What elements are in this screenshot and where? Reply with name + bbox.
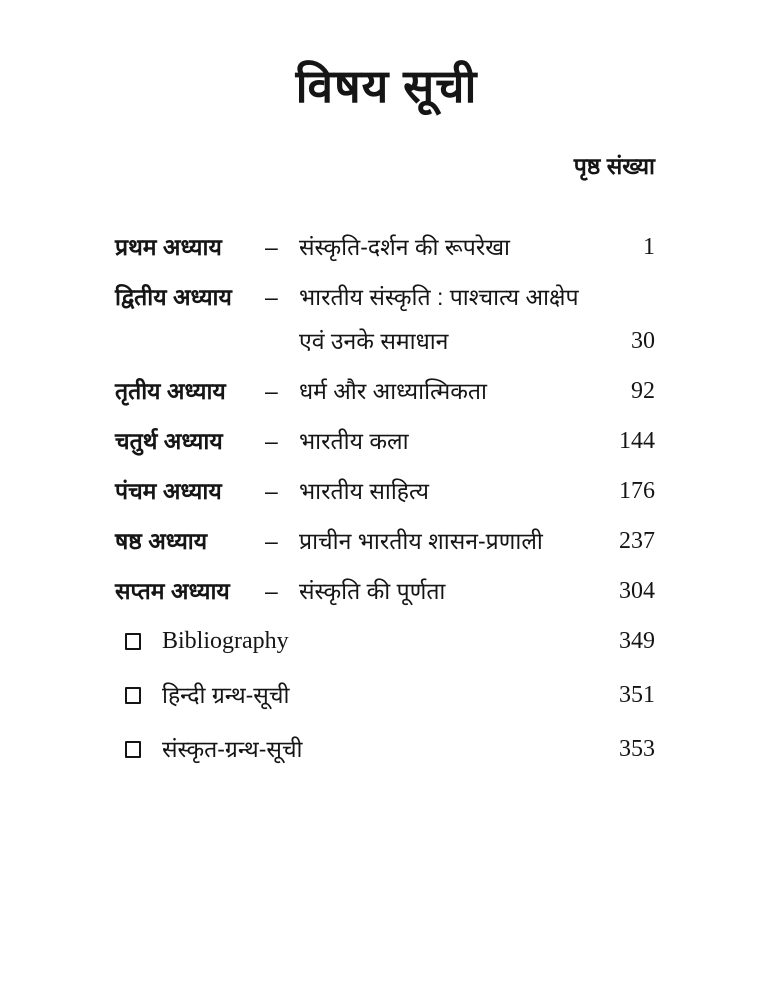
chapter-label: तृतीय अध्याय — [115, 378, 226, 404]
page-number: 237 — [619, 528, 655, 554]
chapter-title: धर्म और आध्यात्मिकता — [299, 378, 487, 404]
chapter-label: पंचम अध्याय — [115, 478, 222, 504]
toc-row-chapter-6 — [115, 527, 655, 556]
chapter-title: संस्कृति की पूर्णता — [299, 578, 446, 604]
separator-dash: – — [265, 378, 278, 404]
content-area — [115, 152, 655, 764]
square-bullet-icon — [125, 687, 141, 704]
chapter-label: षष्ठ अध्याय — [115, 528, 208, 554]
page-number: 176 — [619, 478, 655, 504]
chapter-label: द्वितीय अध्याय — [115, 284, 232, 310]
appendix-label: Bibliography — [162, 628, 289, 654]
square-bullet-icon — [125, 633, 141, 650]
page-number: 304 — [619, 578, 655, 604]
chapter-title: भारतीय कला — [299, 428, 409, 454]
separator-dash: – — [265, 428, 278, 454]
toc-row-chapter-7 — [115, 577, 655, 606]
toc-row-chapter-5 — [115, 477, 655, 506]
chapter-title: प्राचीन भारतीय शासन-प्रणाली — [299, 528, 543, 554]
chapter-label: प्रथम अध्याय — [115, 234, 222, 260]
separator-dash: – — [265, 234, 278, 260]
page-number: 349 — [619, 628, 655, 654]
page-number: 1 — [643, 234, 655, 260]
toc-row-bibliography — [115, 627, 655, 656]
chapter-title-line-2: एवं उनके समाधान — [299, 328, 449, 354]
toc-list — [115, 233, 655, 764]
square-bullet-icon — [125, 741, 141, 758]
page-number: 30 — [631, 328, 655, 354]
chapter-label: चतुर्थ अध्याय — [115, 428, 223, 454]
chapter-label: सप्तम अध्याय — [115, 578, 230, 604]
page-number: 353 — [619, 736, 655, 762]
chapter-title: संस्कृति-दर्शन की रूपरेखा — [299, 234, 511, 260]
chapter-title: भारतीय साहित्य — [299, 478, 430, 504]
separator-dash: – — [265, 578, 278, 604]
toc-row-chapter-1 — [115, 233, 655, 262]
separator-dash: – — [265, 528, 278, 554]
toc-row-chapter-2 — [115, 283, 655, 356]
toc-row-chapter-3 — [115, 377, 655, 406]
page-title: विषय सूची — [295, 60, 478, 112]
separator-dash: – — [265, 284, 278, 310]
page-number: 92 — [631, 378, 655, 404]
toc-row-chapter-4 — [115, 427, 655, 456]
chapter-title-line-1: भारतीय संस्कृति : पाश्चात्य आक्षेप — [299, 284, 579, 310]
separator-dash: – — [265, 478, 278, 504]
page-number-column-header: पृष्ठ संख्या — [573, 153, 655, 179]
appendix-label: हिन्दी ग्रन्थ-सूची — [162, 682, 290, 708]
toc-row-sanskrit-granth-suchi — [115, 735, 655, 764]
toc-row-hindi-granth-suchi — [115, 681, 655, 710]
page-number: 144 — [619, 428, 655, 454]
appendix-label: संस्कृत-ग्रन्थ-सूची — [162, 736, 303, 762]
chapter-title — [299, 283, 593, 356]
page-number: 351 — [619, 682, 655, 708]
